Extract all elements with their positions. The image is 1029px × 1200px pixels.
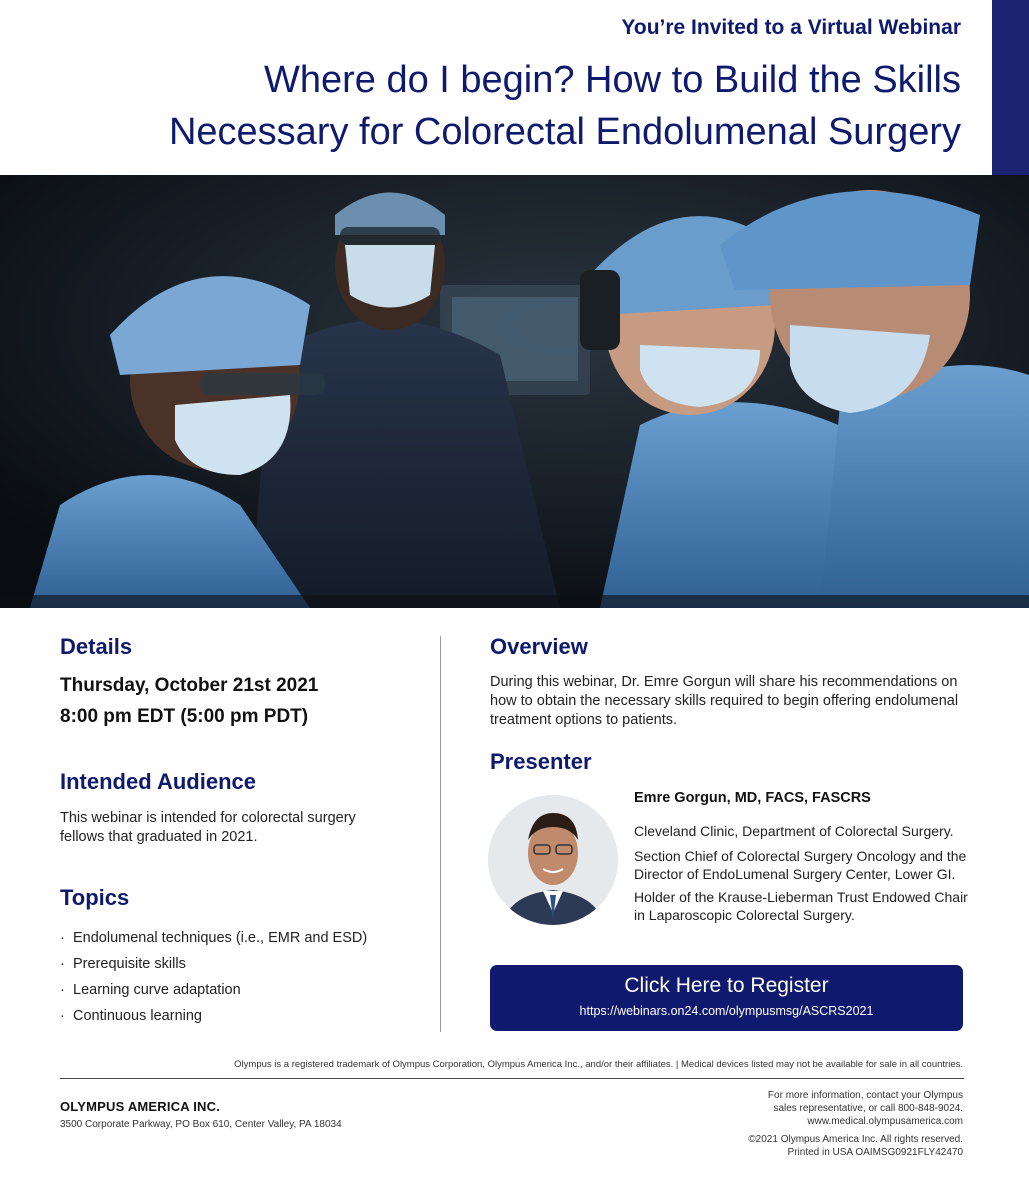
contact-line-1: For more information, contact your Olympus — [767, 1090, 963, 1101]
title-line-1: Where do I begin? How to Build the Skills — [263, 59, 961, 101]
print-code: Printed in USA OAIMSG0921FLY42470 — [787, 1147, 963, 1158]
topic-item: · Learning curve adaptation — [60, 982, 241, 998]
audience-heading: Intended Audience — [60, 769, 256, 794]
topic-item: · Continuous learning — [60, 1008, 202, 1024]
overview-heading: Overview — [490, 634, 588, 659]
presenter-name: Emre Gorgun, MD, FACS, FASCRS — [634, 790, 871, 806]
presenter-chair: Holder of the Krause-Lieberman Trust Endowed Chair in Laparoscopic Colorectal Surgery. — [634, 889, 968, 923]
copyright: ©2021 Olympus America Inc. All rights reserved. — [748, 1134, 963, 1145]
footer-divider — [60, 1078, 964, 1079]
register-url[interactable]: https://webinars.on24.com/olympusmsg/ASCRS2021 — [579, 1004, 874, 1018]
topics-heading: Topics — [60, 885, 130, 910]
register-button[interactable] — [490, 965, 963, 1031]
contact-line-2: sales representative, or call 800-848-9024. — [773, 1103, 963, 1114]
invite-kicker: You’re Invited to a Virtual Webinar — [621, 16, 961, 39]
webinar-title — [169, 54, 961, 158]
presenter-avatar — [488, 795, 618, 925]
website-link[interactable]: www.medical.olympusamerica.com — [807, 1116, 963, 1127]
details-heading: Details — [60, 634, 133, 659]
presenter-portrait — [488, 795, 618, 925]
presenter-heading: Presenter — [490, 749, 592, 774]
audience-text: This webinar is intended for colorectal surgery fellows that graduated in 2021. — [60, 810, 356, 845]
company-logo-text: OLYMPUS AMERICA INC. — [60, 1099, 221, 1114]
company-address: 3500 Corporate Parkway, PO Box 610, Center Valley, PA 18034 — [60, 1119, 342, 1130]
contact-info — [748, 1089, 963, 1159]
event-time: 8:00 pm EDT (5:00 pm PDT) — [60, 706, 309, 727]
hero-surgery-photo — [0, 175, 1029, 608]
trademark-notice: Olympus is a registered trademark of Olympus Corporation, Olympus America Inc., and/or their affiliates. | Medical devices listed may not be available for sale in all countries. — [234, 1059, 963, 1070]
topics-list — [60, 925, 367, 1029]
topic-item: · Prerequisite skills — [60, 956, 186, 972]
register-label: Click Here to Register — [624, 974, 829, 997]
header-accent-bar — [992, 0, 1029, 175]
surgeons-illustration — [0, 175, 1029, 608]
presenter-role: Section Chief of Colorectal Surgery Oncology and the Director of EndoLumenal Surgery Center, Lower GI. — [634, 848, 967, 882]
overview-text: During this webinar, Dr. Emre Gorgun will share his recommendations on how to obtain the necessary skills required to begin offering endolumenal treatment options to patients. — [490, 674, 959, 728]
column-divider — [440, 636, 441, 1032]
topic-item: · Endolumenal techniques (i.e., EMR and ESD) — [60, 930, 368, 946]
title-line-2: Necessary for Colorectal Endolumenal Surgery — [168, 111, 961, 153]
presenter-affiliation: Cleveland Clinic, Department of Colorectal Surgery. — [634, 823, 954, 839]
event-date: Thursday, October 21st 2021 — [60, 675, 319, 696]
